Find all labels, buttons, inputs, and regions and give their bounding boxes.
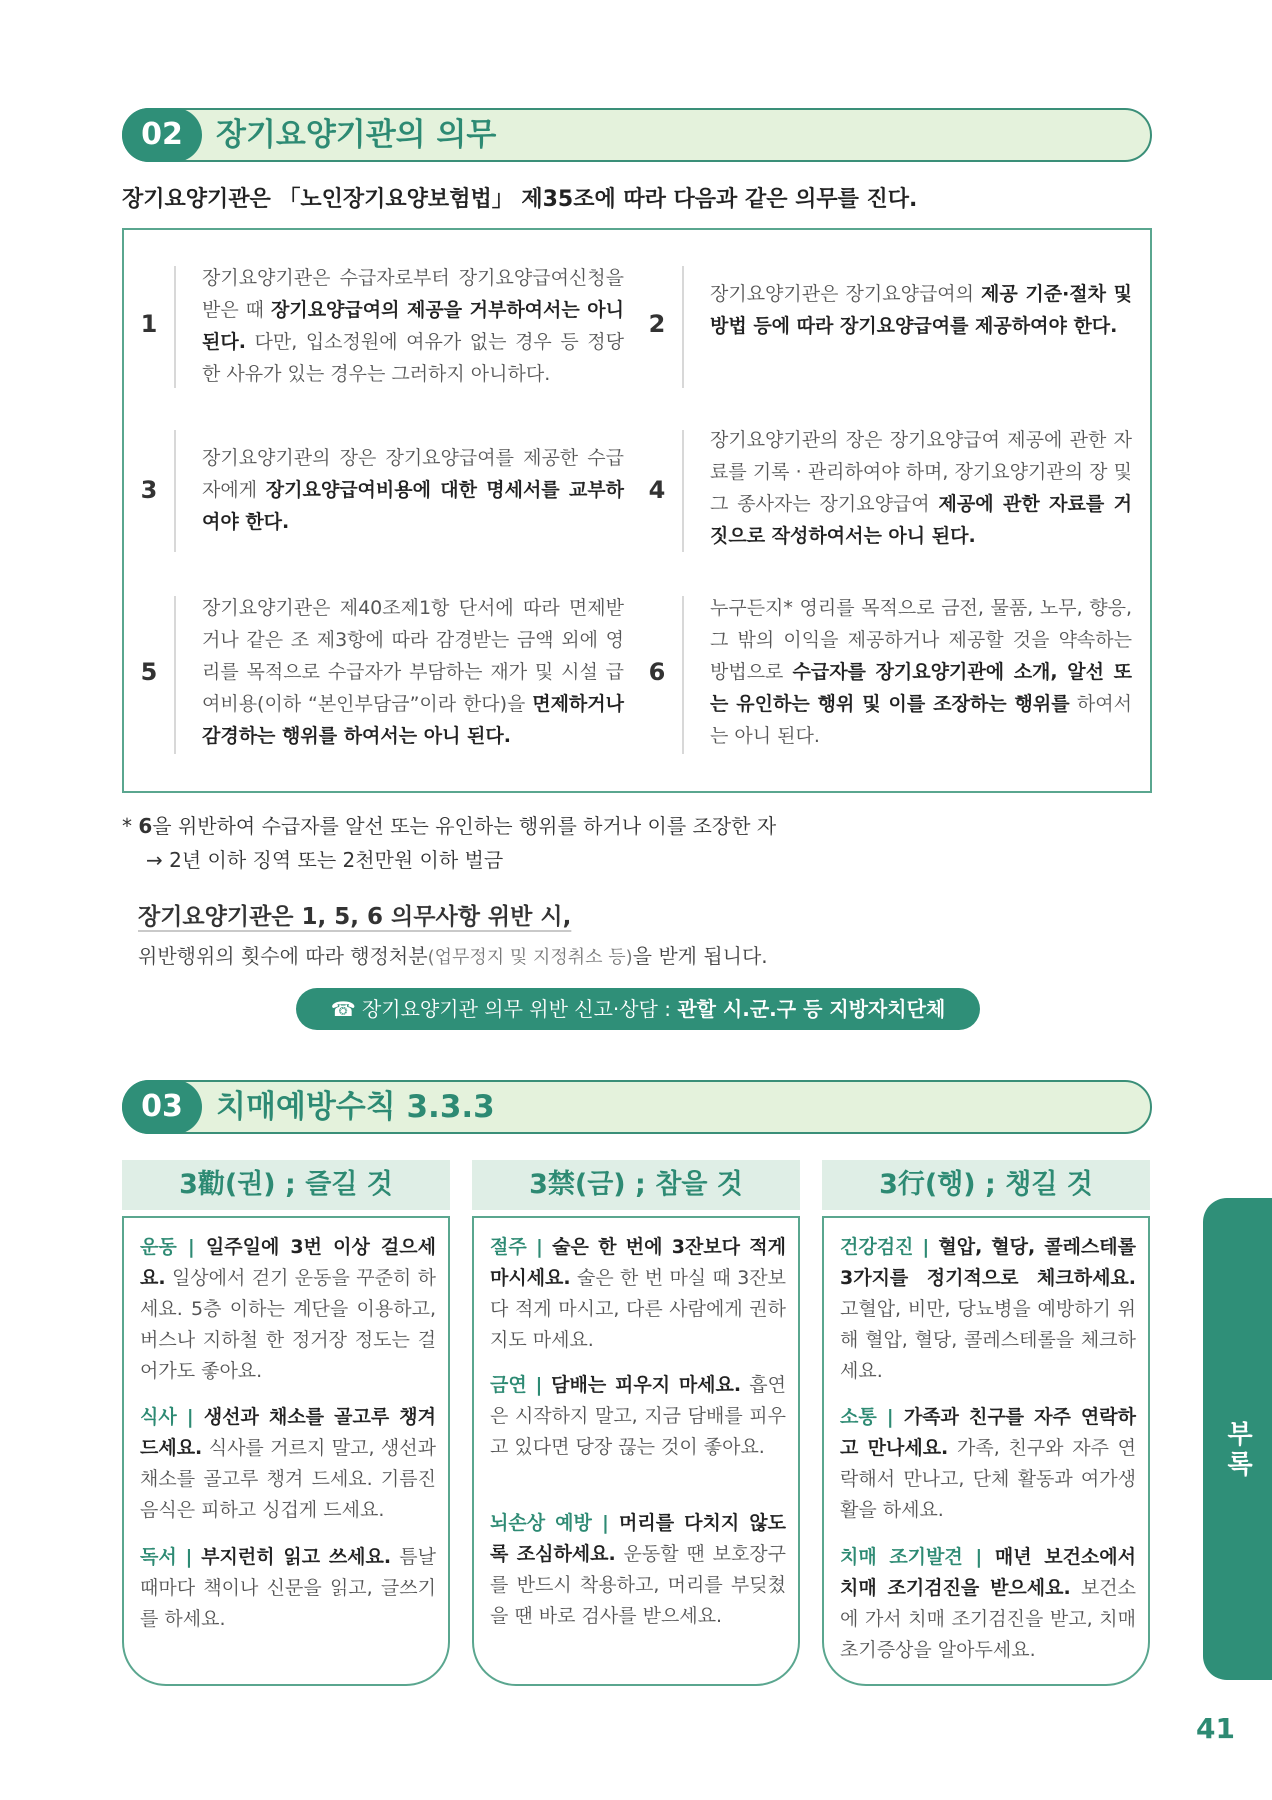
- duty-number: 4: [648, 476, 666, 504]
- tips-card: [122, 1216, 450, 1686]
- duty-text: 장기요양기관은 수급자로부터 장기요양급여신청을 받은 때 장기요양급여의 제공을 거부하여서는 아니된다. 다만, 입소정원에 여유가 없는 경우 등 정당한 사유가 있는 경우는 그러하지 아니하다.: [202, 267, 624, 385]
- tip-item: 소통 | 가족과 친구를 자주 연락하고 만나세요. 가족, 친구와 자주 연락해서 만나고, 단체 활동과 여가생활을 하세요.: [840, 1406, 1136, 1521]
- duty-text: 장기요양기관은 장기요양급여의 제공 기준·절차 및 방법 등에 따라 장기요양급여를 제공하여야 한다.: [710, 283, 1132, 337]
- side-tab-label: 부록: [1227, 1420, 1253, 1480]
- duty-number: 3: [140, 476, 158, 504]
- tip-item: 식사 | 생선과 채소를 골고루 챙겨 드세요. 식사를 거르지 말고, 생선과 채소를 골고루 챙겨 드세요. 기름진 음식은 피하고 싱겁게 드세요.: [140, 1406, 436, 1521]
- duty-item: [632, 262, 1132, 392]
- duty-item: [124, 430, 624, 560]
- duty-item: [632, 430, 1132, 560]
- duty-number: 2: [648, 310, 666, 338]
- duty-text: 장기요양기관은 제40조제1항 단서에 따라 면제받거나 같은 조 제3항에 따라 감경받는 금액 외에 영리를 목적으로 수급자가 부담하는 재가 및 시설 급여비용(이하 “본인부담금”이라 한다)을 면제하거나 감경하는 행위를 하여서는 아니 된다.: [202, 597, 624, 747]
- tip-item: 뇌손상 예방 | 머리를 다치지 않도록 조심하세요. 운동할 땐 보호장구를 반드시 착용하고, 머리를 부딪쳤을 땐 바로 검사를 받으세요.: [490, 1512, 786, 1627]
- duty-divider: [174, 430, 176, 552]
- section-title: 치매예방수칙 3.3.3: [216, 1089, 495, 1125]
- tips-card: [472, 1216, 800, 1686]
- duty-divider: [682, 430, 684, 552]
- tip-item: 건강검진 | 혈압, 혈당, 콜레스테롤 3가지를 정기적으로 체크하세요. 고혈압, 비만, 당뇨병을 예방하기 위해 혈압, 혈당, 콜레스테롤을 체크하세요.: [840, 1236, 1136, 1382]
- violation-body: 위반행위의 횟수에 따라 행정처분(업무정지 및 지정취소 등)을 받게 됩니다.: [138, 944, 768, 968]
- tip-item: 금연 | 담배는 피우지 마세요. 흡연은 시작하지 말고, 지금 담배를 피우고 있다면 당장 끊는 것이 좋아요.: [490, 1374, 786, 1458]
- tip-item: 독서 | 부지런히 읽고 쓰세요. 틈날 때마다 책이나 신문을 읽고, 글쓰기를 하세요.: [140, 1546, 436, 1630]
- duty-number: 1: [140, 310, 158, 338]
- duty-divider: [682, 596, 684, 754]
- duty-divider: [174, 596, 176, 754]
- section-number: 02: [122, 108, 202, 162]
- column-heading: 3禁(금) ; 참을 것: [472, 1160, 800, 1210]
- section-intro: 장기요양기관은 「노인장기요양보험법」 제35조에 따라 다음과 같은 의무를 진다.: [122, 187, 918, 212]
- duty-text: 누구든지* 영리를 목적으로 금전, 물품, 노무, 향응, 그 밖의 이익을 제공하거나 제공할 것을 약속하는 방법으로 수급자를 장기요양기관에 소개, 알선 또는 유인하는 행위 및 이를 조장하는 행위를 하여서는 아니 된다.: [710, 597, 1132, 747]
- duty-item: [124, 592, 624, 762]
- duty-number: 5: [140, 658, 158, 686]
- duty-number: 6: [648, 658, 666, 686]
- section-03-header: [122, 1080, 1152, 1134]
- contact-banner: ☎ 장기요양기관 의무 위반 신고·상담 : 관할 시.군.구 등 지방자치단체: [296, 988, 980, 1030]
- footnote-line-2: → 2년 이하 징역 또는 2천만원 이하 벌금: [146, 848, 504, 872]
- duty-text: 장기요양기관의 장은 장기요양급여를 제공한 수급자에게 장기요양급여비용에 대한 명세서를 교부하여야 한다.: [202, 447, 625, 533]
- tip-item: 치매 조기발견 | 매년 보건소에서 치매 조기검진을 받으세요. 보건소에 가서 치매 조기검진을 받고, 치매 초기증상을 알아두세요.: [840, 1546, 1137, 1661]
- page-number: 41: [1196, 1712, 1235, 1745]
- duty-item: [124, 262, 624, 392]
- column-heading: 3行(행) ; 챙길 것: [822, 1160, 1150, 1210]
- section-title: 장기요양기관의 의무: [216, 117, 497, 153]
- duty-divider: [682, 266, 684, 388]
- section-number: 03: [122, 1080, 202, 1134]
- footnote-line-1: * 6을 위반하여 수급자를 알선 또는 유인하는 행위를 하거나 이를 조장한 자: [122, 814, 777, 838]
- duty-divider: [174, 266, 176, 388]
- violation-title: 장기요양기관은 1, 5, 6 의무사항 위반 시,: [138, 904, 572, 930]
- column-heading: 3勸(권) ; 즐길 것: [122, 1160, 450, 1210]
- duties-box: [122, 228, 1152, 793]
- tip-item: 절주 | 술은 한 번에 3잔보다 적게 마시세요. 술은 한 번 마실 때 3잔보다 적게 마시고, 다른 사람에게 권하지도 마세요.: [490, 1236, 786, 1351]
- tip-item: 운동 | 일주일에 3번 이상 걸으세요. 일상에서 걷기 운동을 꾸준히 하세요. 5층 이하는 계단을 이용하고, 버스나 지하철 한 정거장 정도는 걸어가도 좋아요.: [140, 1236, 436, 1382]
- section-02-header: [122, 108, 1152, 162]
- tips-card: [822, 1216, 1150, 1686]
- duty-text: 장기요양기관의 장은 장기요양급여 제공에 관한 자료를 기록 · 관리하여야 하며, 장기요양기관의 장 및 그 종사자는 장기요양급여 제공에 관한 자료를 거짓으로 작성하여서는 아니 된다.: [710, 429, 1133, 547]
- duty-item: [632, 592, 1132, 762]
